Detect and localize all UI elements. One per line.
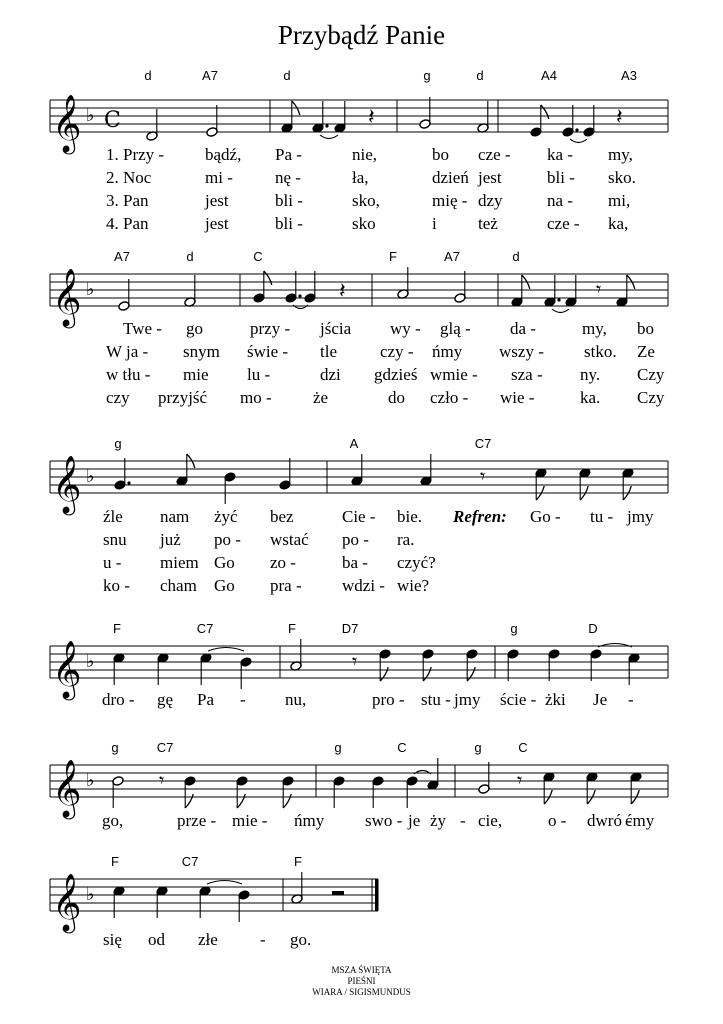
lyric-syllable: miem <box>160 553 199 572</box>
lyric-syllable: gdzieś <box>374 365 418 384</box>
lyric-syllable: już <box>160 530 181 549</box>
lyric-syllable: - <box>260 930 266 949</box>
chord-symbol: C <box>397 740 407 755</box>
tie-slur <box>208 648 244 652</box>
lyric-syllable: Pa <box>197 690 214 709</box>
lyric-syllable: po - <box>214 530 241 549</box>
chord-symbol: A4 <box>541 68 557 83</box>
lyric-syllable: przy - <box>250 319 291 338</box>
lyric-syllable: jmy <box>627 507 654 526</box>
eighth-rest: 𝄾 <box>480 464 486 488</box>
note-flag <box>283 794 291 808</box>
lyric-syllable: 4. Pan <box>106 214 149 233</box>
lyric-syllable: czy - <box>380 342 414 361</box>
staff-system <box>50 621 668 709</box>
lyric-syllable: mi - <box>205 168 233 187</box>
lyric-syllable: wdzi - <box>342 576 385 595</box>
lyric-syllable: pra - <box>270 576 302 595</box>
lyric-syllable: mo - <box>240 388 272 407</box>
treble-clef: 𝄞 <box>52 873 82 931</box>
chord-symbol: g <box>111 740 119 755</box>
lyric-syllable: Je <box>593 690 608 709</box>
footer <box>0 965 723 998</box>
chord-symbol: d <box>512 249 520 264</box>
lyric-syllable: sko, <box>352 191 380 210</box>
lyric-syllable: ćmy <box>625 811 655 830</box>
lyric-syllable: źle <box>103 507 123 526</box>
lyric-syllable: pro - <box>372 690 405 709</box>
treble-clef: 𝄞 <box>52 640 82 698</box>
lyric-syllable: ka. <box>580 388 601 407</box>
time-signature: C <box>104 108 121 133</box>
staff-system <box>50 436 668 595</box>
lyric-syllable: dzień <box>432 168 469 187</box>
lyric-syllable: na - <box>547 191 573 210</box>
lyric-syllable: Cie - <box>342 507 376 526</box>
eighth-rest: 𝄾 <box>517 768 523 792</box>
quarter-rest: 𝄽 <box>368 105 375 130</box>
chord-symbol: g <box>423 68 431 83</box>
note-flag <box>185 794 193 808</box>
note-flag <box>467 667 475 681</box>
lyric-syllable: dro - <box>102 690 135 709</box>
note-flag <box>423 667 431 681</box>
tie-slur <box>570 139 587 143</box>
staff-system <box>50 740 668 830</box>
lyric-syllable: 1. Przy - <box>106 145 165 164</box>
quarter-rest: 𝄽 <box>339 279 346 304</box>
lyric-syllable: wmie - <box>430 365 478 384</box>
lyric-syllable: dwró - <box>587 811 632 830</box>
chord-symbol: C7 <box>474 436 492 451</box>
final-barline-thick <box>375 879 379 911</box>
lyric-syllable: W ja - <box>106 342 149 361</box>
lyric-syllable: cze - <box>547 214 580 233</box>
lyric-syllable: - <box>240 690 246 709</box>
lyric-syllable: świe - <box>247 342 289 361</box>
lyric-syllable: jścia <box>320 319 352 338</box>
lyric-syllable: złe <box>198 930 218 949</box>
lyric-syllable: bie. <box>397 507 423 526</box>
lyric-syllable: nu, <box>285 690 307 709</box>
lyric-syllable: sko. <box>608 168 636 187</box>
lyric-syllable: nę - <box>275 168 301 187</box>
lyric-syllable: bo <box>637 319 654 338</box>
song-title: Przybądź Panie <box>277 20 446 50</box>
lyric-syllable: go, <box>102 811 124 830</box>
treble-clef: 𝄞 <box>52 268 82 326</box>
tie-slur <box>207 881 242 885</box>
lyric-syllable: ście - <box>500 690 537 709</box>
chord-symbol: C7 <box>196 621 214 636</box>
key-signature-flat: ♭ <box>86 466 95 487</box>
chord-symbol: g <box>114 436 122 451</box>
lyric-syllable: 2. Noc <box>106 168 152 187</box>
footer-line-1: MSZA ŚWIĘTA <box>331 965 392 975</box>
footer-line-2: PIEŚNI <box>347 976 376 986</box>
lyric-syllable: bądź, <box>205 145 242 164</box>
lyric-syllable: snu <box>103 530 127 549</box>
chord-symbol: A7 <box>444 249 460 264</box>
lyric-syllable: jest <box>478 168 502 187</box>
lyric-syllable: wszy - <box>499 342 544 361</box>
eighth-rest: 𝄾 <box>352 649 358 673</box>
chord-symbol: F <box>288 621 296 636</box>
lyric-syllable: mie - <box>232 811 268 830</box>
lyric-syllable: - <box>628 690 634 709</box>
half-rest <box>332 891 344 895</box>
lyric-syllable: my, <box>608 145 633 164</box>
lyric-syllable: żki <box>545 690 566 709</box>
lyric-syllable: że <box>313 388 329 407</box>
staff-system <box>50 249 668 407</box>
lyric-syllable: o - <box>548 811 567 830</box>
chord-symbol: g <box>510 621 518 636</box>
lyric-syllable: ła, <box>352 168 369 187</box>
lyric-syllable: cie, <box>478 811 503 830</box>
lyric-syllable: dzi <box>320 365 341 384</box>
lyric-syllable: czło - <box>430 388 469 407</box>
footer-line-3: WIARA / SIGISMUNDUS <box>312 987 411 997</box>
lyric-syllable: Go <box>214 576 235 595</box>
lyric-syllable: bli - <box>275 191 303 210</box>
note-flag <box>380 667 388 681</box>
quarter-rest: 𝄽 <box>616 105 623 130</box>
lyric-syllable: 3. Pan <box>106 191 149 210</box>
lyric-syllable: ny. <box>580 365 601 384</box>
lyric-syllable: stu - <box>421 690 451 709</box>
lyric-syllable: Go - <box>530 507 561 526</box>
augmentation-dot <box>298 294 301 297</box>
lyric-syllable: do <box>388 388 405 407</box>
key-signature-flat: ♭ <box>86 884 95 905</box>
lyric-syllable: bli - <box>275 214 303 233</box>
lyric-syllable: ko - <box>103 576 130 595</box>
lyric-syllable: jmy <box>454 690 481 709</box>
lyric-syllable: czyć? <box>397 553 436 572</box>
chord-symbol: C7 <box>156 740 174 755</box>
lyric-syllable: ka - <box>547 145 573 164</box>
chord-symbol: d <box>144 68 152 83</box>
lyric-syllable: Go <box>214 553 235 572</box>
lyric-syllable: swo - <box>365 811 403 830</box>
treble-clef: 𝄞 <box>52 759 82 817</box>
lyric-syllable: Czy <box>637 388 665 407</box>
augmentation-dot <box>127 481 130 484</box>
tie-slur <box>552 309 569 313</box>
chord-symbol: A3 <box>621 68 637 83</box>
tie-slur <box>320 135 338 139</box>
lyric-syllable: mię - <box>432 191 468 210</box>
lyric-syllable: się <box>103 930 122 949</box>
lyric-syllable: ra. <box>397 530 415 549</box>
lyric-syllable: cze - <box>478 145 511 164</box>
lyric-syllable: przyjść <box>158 388 208 407</box>
lyric-syllable: prze - <box>177 811 217 830</box>
lyric-syllable: Twe - <box>123 319 162 338</box>
staff-system <box>50 68 668 233</box>
lyric-syllable: wie - <box>500 388 535 407</box>
chord-symbol: A <box>349 436 359 451</box>
lyric-syllable: sko <box>352 214 376 233</box>
lyric-syllable: go. <box>290 930 312 949</box>
lyric-syllable: cham <box>160 576 197 595</box>
lyric-syllable: nam <box>160 507 190 526</box>
lyric-syllable: ńmy <box>294 811 325 830</box>
lyric-syllable: Ze <box>637 342 655 361</box>
chord-symbol: F <box>113 621 121 636</box>
key-signature-flat: ♭ <box>86 279 95 300</box>
lyric-syllable: po - <box>342 530 369 549</box>
refrain-label: Refren: <box>453 507 507 526</box>
lyric-syllable: wstać <box>270 530 309 549</box>
treble-clef: 𝄞 <box>52 455 82 513</box>
augmentation-dot <box>575 128 578 131</box>
lyric-syllable: go <box>186 319 203 338</box>
lyric-syllable: u - <box>103 553 122 572</box>
lyric-syllable: od <box>148 930 165 949</box>
eighth-rest: 𝄾 <box>159 768 165 792</box>
lyric-syllable: Czy <box>637 365 665 384</box>
lyric-syllable: czy <box>106 388 130 407</box>
lyric-syllable: ńmy <box>432 342 463 361</box>
lyric-syllable: glą - <box>440 319 471 338</box>
chord-symbol: C <box>518 740 528 755</box>
lyric-syllable: bo <box>432 145 449 164</box>
lyric-syllable: ba - <box>342 553 368 572</box>
lyric-syllable: bli - <box>547 168 575 187</box>
lyric-syllable: sza - <box>511 365 543 384</box>
chord-symbol: d <box>186 249 194 264</box>
lyric-syllable: ży <box>430 811 447 830</box>
lyric-syllable: jest <box>205 191 229 210</box>
note-flag <box>237 794 245 808</box>
chord-symbol: F <box>389 249 397 264</box>
chord-symbol: D7 <box>341 621 359 636</box>
key-signature-flat: ♭ <box>86 770 95 791</box>
lyric-syllable: je <box>408 811 421 830</box>
chord-symbol: D <box>588 621 598 636</box>
lyric-syllable: lu - <box>247 365 271 384</box>
lyric-syllable: my, <box>582 319 607 338</box>
lyric-syllable: żyć <box>214 507 238 526</box>
lyric-syllable: dzy <box>478 191 503 210</box>
lyric-syllable: snym <box>183 342 220 361</box>
lyric-syllable: bez <box>270 507 294 526</box>
lyric-syllable: stko. <box>584 342 617 361</box>
chord-symbol: F <box>111 854 119 869</box>
lyric-syllable: ka, <box>608 214 629 233</box>
staff-system <box>50 854 379 949</box>
lyric-syllable: wie? <box>397 576 430 595</box>
lyric-syllable: tu - <box>590 507 614 526</box>
lyric-syllable: i <box>432 214 437 233</box>
chord-symbol: g <box>334 740 342 755</box>
chord-symbol: g <box>474 740 482 755</box>
lyric-syllable: mie <box>183 365 209 384</box>
lyric-syllable: mi, <box>608 191 631 210</box>
lyric-syllable: tle <box>320 342 337 361</box>
lyric-syllable: nie, <box>352 145 378 164</box>
chord-symbol: F <box>294 854 302 869</box>
chord-symbol: C7 <box>181 854 199 869</box>
chord-symbol: C <box>253 249 263 264</box>
lyric-syllable: wy - <box>390 319 421 338</box>
lyric-syllable: zo - <box>270 553 296 572</box>
chord-symbol: A7 <box>202 68 218 83</box>
note-flag <box>541 105 549 119</box>
chord-symbol: d <box>283 68 291 83</box>
lyric-syllable: w tłu - <box>106 365 151 384</box>
augmentation-dot <box>325 124 328 127</box>
key-signature-flat: ♭ <box>86 651 95 672</box>
chord-symbol: d <box>476 68 484 83</box>
lyric-syllable: jest <box>205 214 229 233</box>
augmentation-dot <box>557 298 560 301</box>
lyric-syllable: też <box>478 214 498 233</box>
note-flag <box>264 271 272 285</box>
lyric-syllable: da - <box>510 319 536 338</box>
lyric-syllable: - <box>460 811 466 830</box>
eighth-rest: 𝄾 <box>596 277 602 301</box>
chord-symbol: A7 <box>114 249 130 264</box>
lyric-syllable: gę <box>157 690 174 709</box>
lyric-syllable: Pa - <box>275 145 302 164</box>
treble-clef: 𝄞 <box>52 94 82 152</box>
key-signature-flat: ♭ <box>86 105 95 126</box>
